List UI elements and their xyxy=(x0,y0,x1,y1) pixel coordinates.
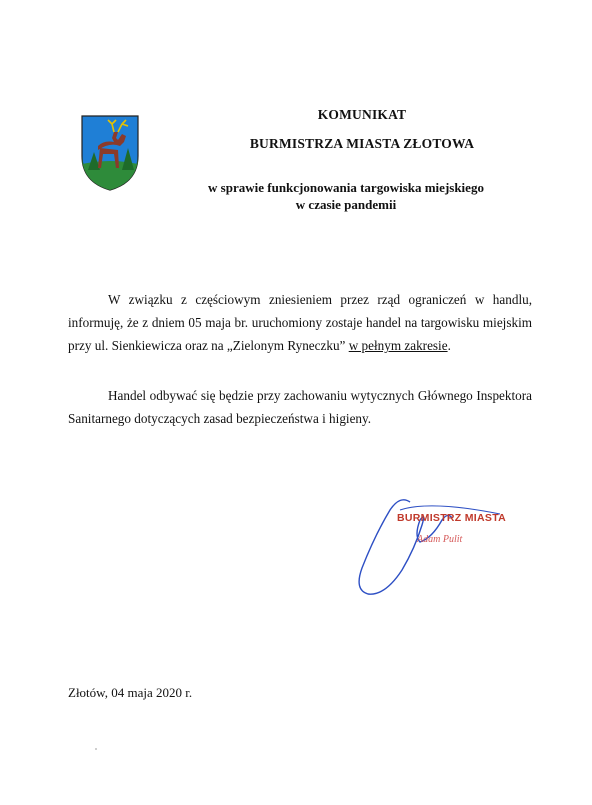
paragraph-1 xyxy=(68,288,532,357)
subject-line-2: w czasie pandemii xyxy=(295,197,397,212)
coat-of-arms-icon xyxy=(78,112,142,192)
paragraph-1-text: W związku z częściowym zniesieniem przez rząd ograniczeń w handlu, informuję, że z dniem 05 maja br. uruchomiony zostaje handel na targowisku miejskim przy ul. Sienkiewicza oraz na „Zielonym Ryneczku” xyxy=(68,292,532,353)
stamp-title: BURMISTRZ MIASTA xyxy=(397,512,507,524)
paragraph-1-end: . xyxy=(447,338,451,353)
document-subject xyxy=(176,179,516,213)
stamp-name: Adam Pulit xyxy=(417,534,463,545)
handwritten-signature xyxy=(340,490,520,605)
paragraph-2: Handel odbywać się będzie przy zachowaniu wytycznych Głównego Inspektora Sanitarnego dotyczących zasad bezpieczeństwa i higieny. xyxy=(68,388,532,426)
document-title: KOMUNIKAT xyxy=(317,107,407,122)
scan-speck xyxy=(95,748,97,750)
place-and-date: Złotów, 04 maja 2020 r. xyxy=(68,685,193,700)
issuer-title: BURMISTRZA MIASTA ZŁOTOWA xyxy=(249,136,475,151)
paragraph-1-emphasis: w pełnym zakresie xyxy=(348,338,448,353)
subject-line-1: w sprawie funkcjonowania targowiska miejskiego xyxy=(208,180,484,195)
